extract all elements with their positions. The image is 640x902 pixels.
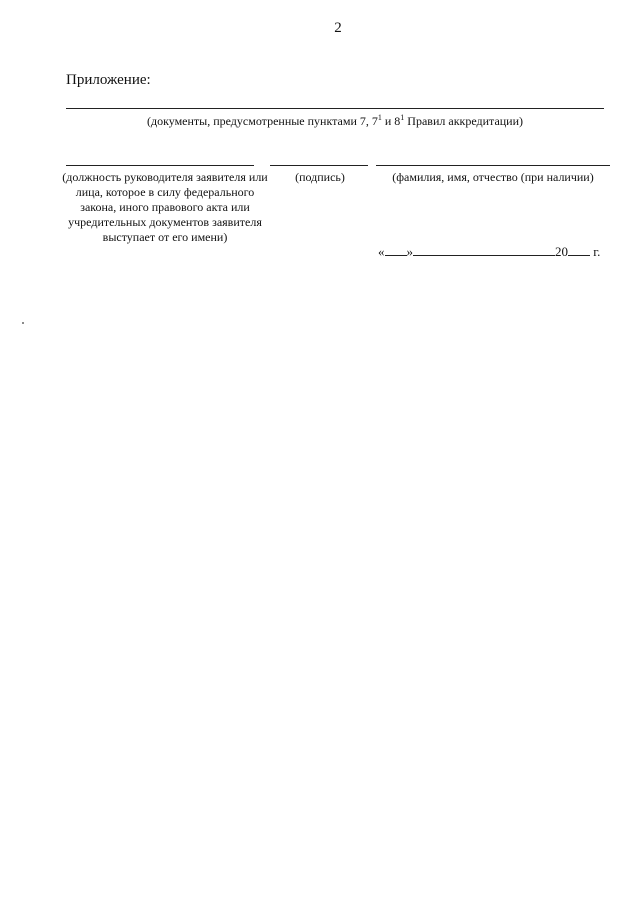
scan-speck bbox=[22, 322, 24, 324]
date-year-blank bbox=[568, 243, 590, 256]
appendix-fill-line bbox=[66, 108, 604, 109]
date-close-quote: » bbox=[406, 244, 413, 259]
date-open-quote: « bbox=[378, 244, 385, 259]
page-number: 2 bbox=[334, 20, 342, 36]
date-line bbox=[378, 243, 600, 260]
position-caption: (должность руководителя заявителя или лица, которое в силу федерального закона, иного правового акта или учредительных документов заявителя выступает от его имени) bbox=[62, 170, 268, 244]
name-caption: (фамилия, имя, отчество (при наличии) bbox=[392, 170, 594, 184]
appendix-caption-part: и 8 bbox=[381, 114, 401, 128]
appendix-label: Приложение: bbox=[66, 72, 151, 88]
appendix-caption bbox=[66, 114, 604, 129]
date-year-prefix: 20 bbox=[555, 244, 568, 259]
name-fill-line bbox=[376, 165, 610, 166]
date-year-suffix: г. bbox=[590, 244, 601, 259]
signature-fill-line bbox=[270, 165, 368, 166]
position-fill-line bbox=[66, 165, 254, 166]
appendix-caption-superscript: 1 bbox=[400, 113, 405, 122]
date-day-blank bbox=[385, 243, 407, 256]
appendix-caption-part: Правил аккредитации) bbox=[404, 114, 524, 128]
appendix-caption-part: (документы, предусмотренные пунктами 7, 7 bbox=[146, 114, 378, 128]
appendix-caption-superscript: 1 bbox=[377, 113, 382, 122]
signature-caption: (подпись) bbox=[295, 170, 345, 184]
date-month-blank bbox=[413, 243, 555, 256]
